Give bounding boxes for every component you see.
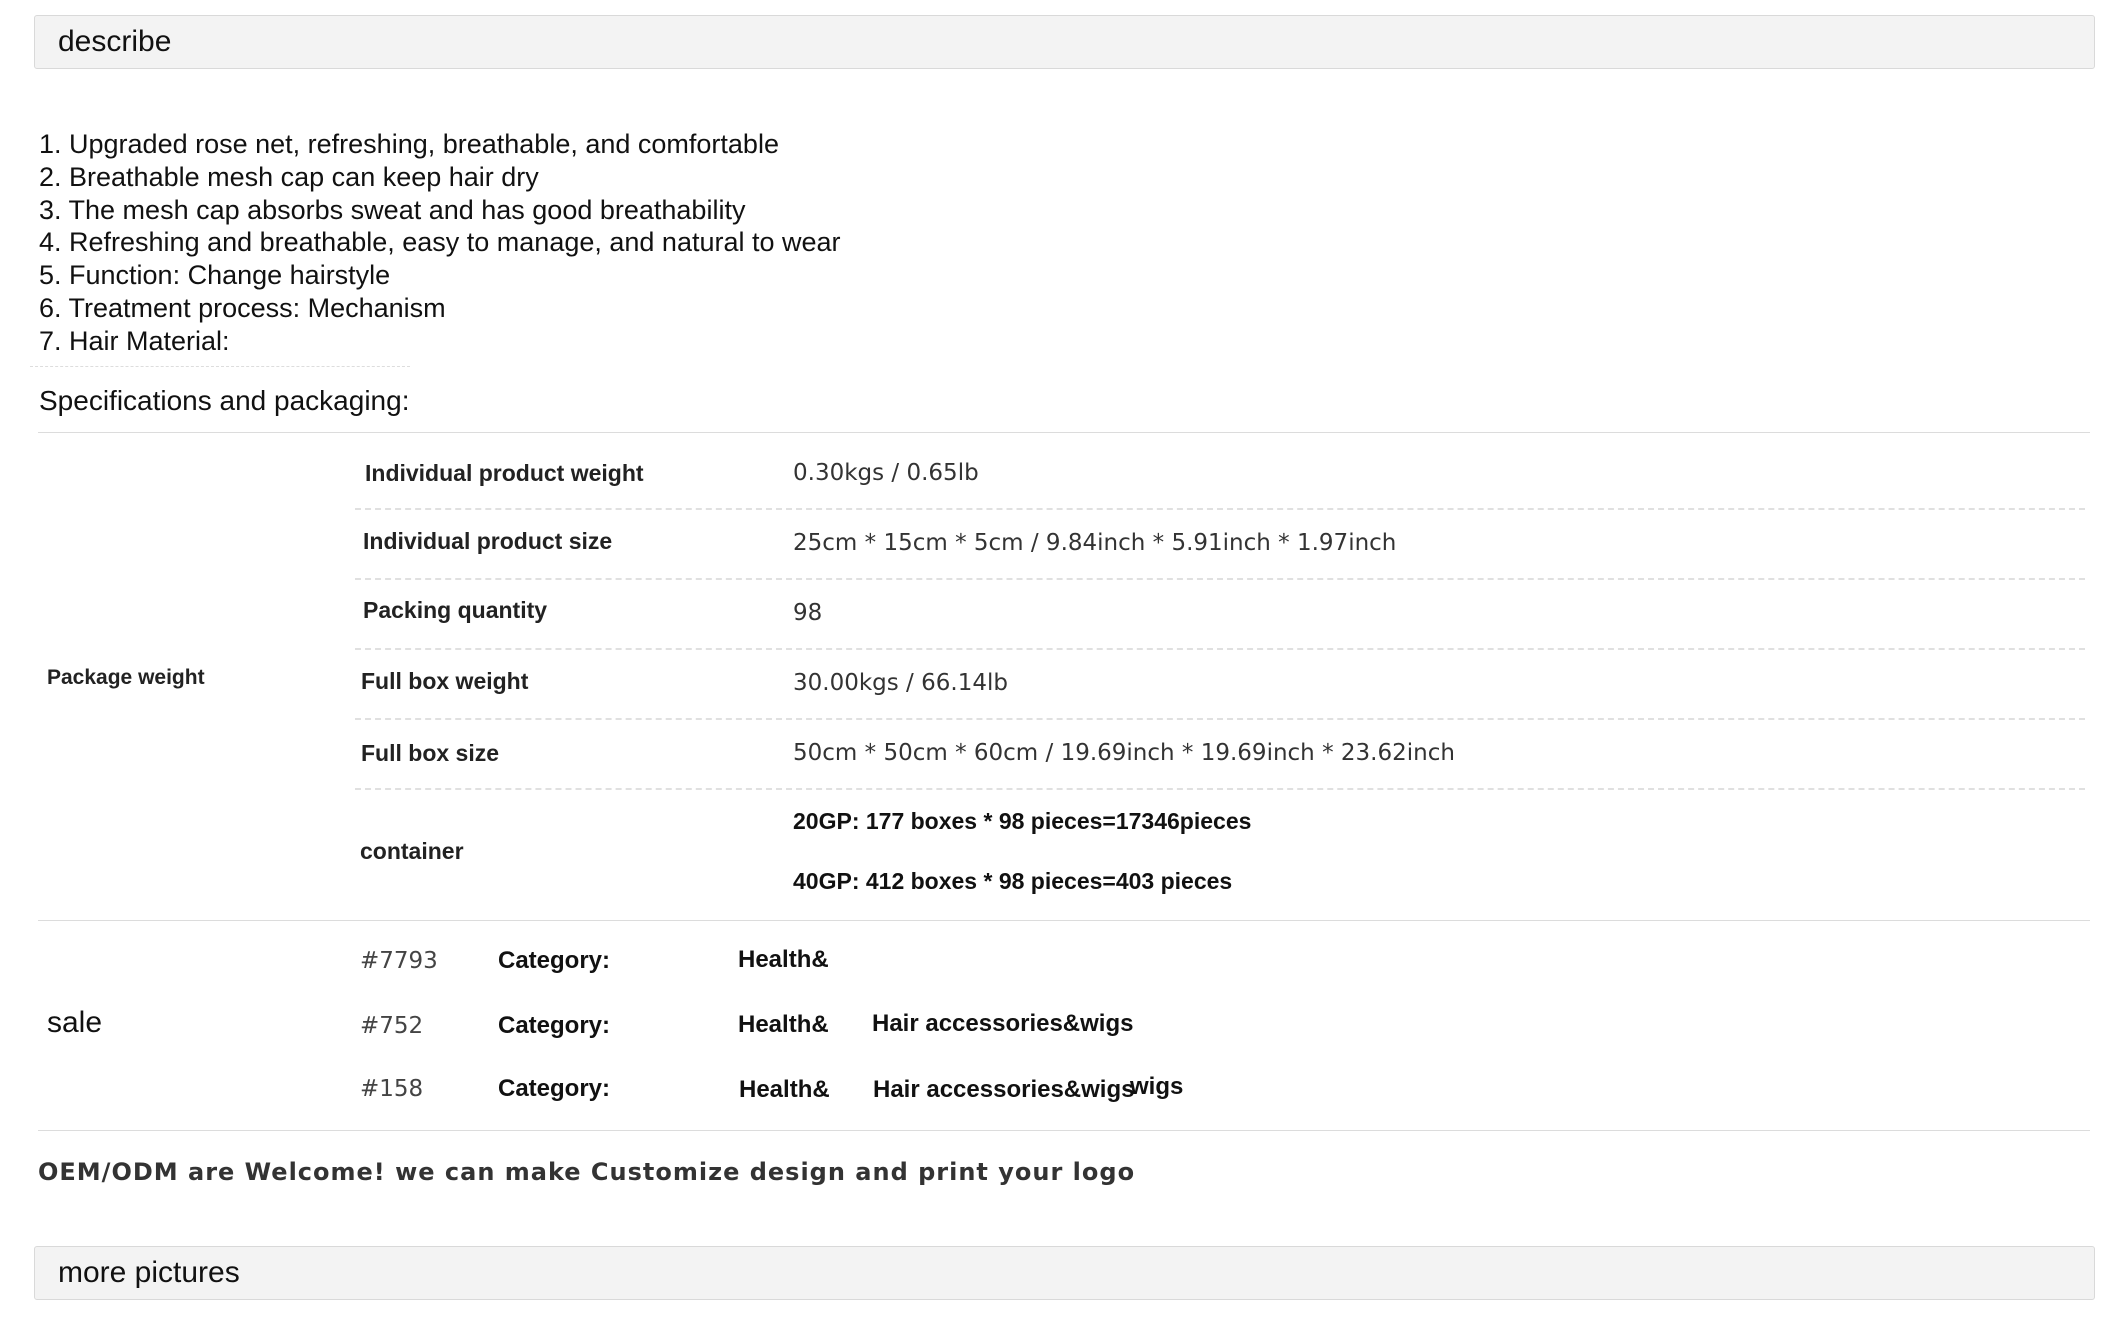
description-item: 7. Hair Material: bbox=[39, 325, 230, 356]
spec-row-label: Full box size bbox=[361, 740, 500, 766]
row-divider bbox=[355, 578, 2085, 580]
row-divider bbox=[355, 648, 2085, 650]
spec-row-label: Full box weight bbox=[361, 668, 529, 694]
row-divider bbox=[355, 508, 2085, 510]
sale-subcategory: Hair accessories&wigs bbox=[872, 1010, 1134, 1037]
container-label: container bbox=[360, 838, 464, 864]
sale-category-label: Category: bbox=[498, 1075, 611, 1102]
description-item: 6. Treatment process: Mechanism bbox=[39, 292, 446, 323]
sale-rank: #158 bbox=[360, 1076, 424, 1102]
describe-header-title: describe bbox=[58, 25, 172, 58]
description-item: 4. Refreshing and breathable, easy to manage, and natural to wear bbox=[39, 227, 841, 258]
spec-row-value: 25cm * 15cm * 5cm / 9.84inch * 5.91inch * 1.97inch bbox=[793, 530, 1397, 556]
oem-note: OEM/ODM are Welcome! we can make Customize design and print your logo bbox=[38, 1158, 1136, 1186]
spec-row-value: 50cm * 50cm * 60cm / 19.69inch * 19.69inch * 23.62inch bbox=[793, 740, 1455, 766]
spec-row-value: 30.00kgs / 66.14lb bbox=[793, 670, 1008, 696]
description-item: 2. Breathable mesh cap can keep hair dry bbox=[39, 161, 539, 192]
row-divider bbox=[355, 718, 2085, 720]
row-divider bbox=[355, 788, 2085, 790]
decorative-dashed-line bbox=[30, 366, 410, 367]
container-value: 40GP: 412 boxes * 98 pieces=403 pieces bbox=[793, 868, 1233, 894]
more-pictures-header-title: more pictures bbox=[58, 1256, 240, 1289]
divider bbox=[38, 432, 2090, 433]
describe-section-header bbox=[34, 15, 2095, 69]
description-item: 1. Upgraded rose net, refreshing, breathable, and comfortable bbox=[39, 129, 779, 159]
spec-row-value: 0.30kgs / 0.65lb bbox=[793, 460, 979, 486]
sale-rank: #7793 bbox=[360, 948, 438, 974]
sale-label: sale bbox=[47, 1006, 103, 1039]
sale-category: Health& bbox=[738, 1011, 829, 1038]
sale-subcategory: Hair accessories&wigs bbox=[873, 1076, 1135, 1103]
sale-category: Health& bbox=[738, 946, 829, 973]
description-list bbox=[39, 128, 841, 358]
more-pictures-section-header bbox=[34, 1246, 2095, 1300]
divider bbox=[38, 1130, 2090, 1131]
sale-category-label: Category: bbox=[498, 947, 611, 974]
spec-row-label: Individual product size bbox=[363, 528, 613, 554]
sale-category-label: Category: bbox=[498, 1012, 611, 1039]
sale-extra: wigs bbox=[1130, 1073, 1184, 1100]
spec-row-value: 98 bbox=[793, 600, 823, 626]
spec-row-label: Individual product weight bbox=[365, 460, 644, 486]
divider bbox=[38, 920, 2090, 921]
description-item: 3. The mesh cap absorbs sweat and has good breathability bbox=[39, 194, 746, 225]
spec-row-label: Packing quantity bbox=[363, 597, 548, 623]
sale-rank: #752 bbox=[360, 1013, 424, 1039]
sale-category: Health& bbox=[739, 1076, 830, 1103]
package-weight-group-label: Package weight bbox=[47, 666, 205, 689]
container-value: 20GP: 177 boxes * 98 pieces=17346pieces bbox=[793, 808, 1252, 834]
description-item: 5. Function: Change hairstyle bbox=[39, 260, 391, 291]
specifications-title: Specifications and packaging: bbox=[39, 385, 410, 416]
